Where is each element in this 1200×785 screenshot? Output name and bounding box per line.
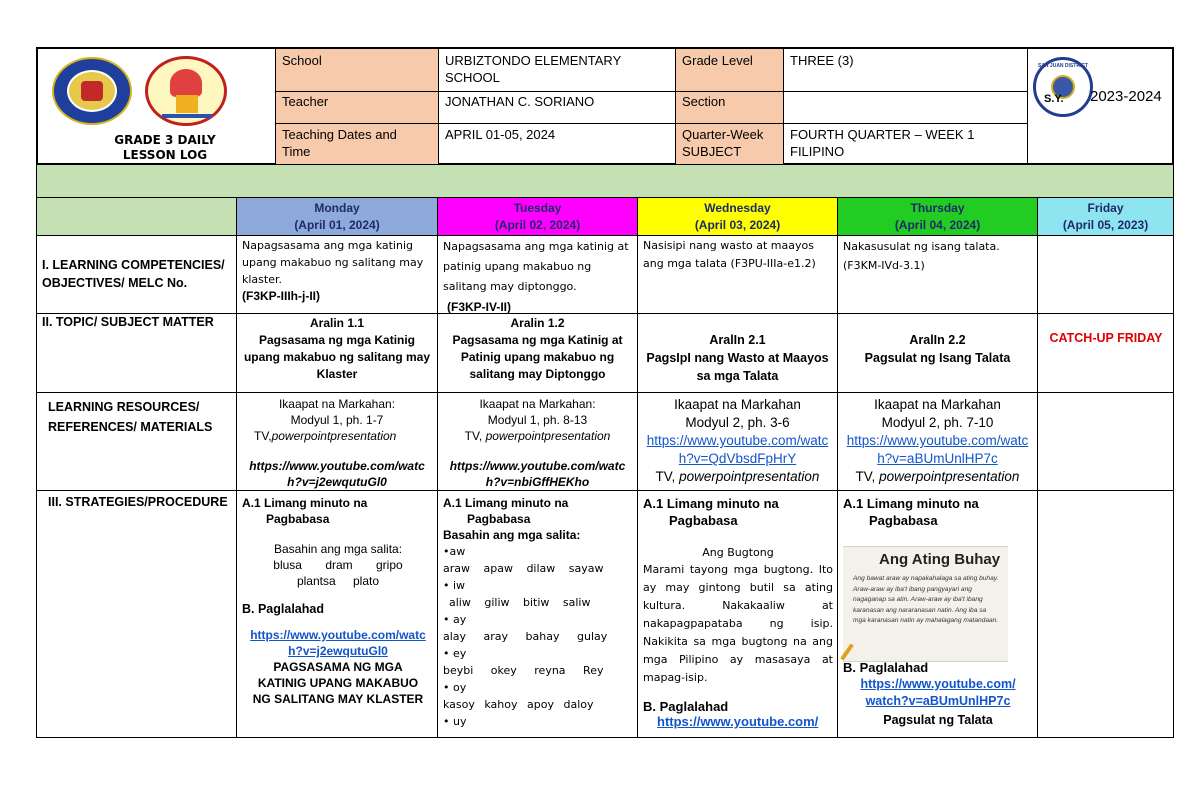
day-date: (April 01, 2024) [294,218,380,232]
competency-monday [242,237,434,305]
day-date: (April 05, 2023) [1062,218,1149,232]
topic-title: AralIn 2.1 [709,333,766,347]
resources-wednesday [641,396,834,486]
strategies-label: III. STRATEGIES/PROCEDURE [48,495,228,509]
day-header-friday [1038,198,1173,235]
strategies-wednesday [643,495,833,729]
teacher-value: JONATHAN C. SORIANO [445,94,595,109]
competency-text: Nasisipi nang wasto at maayos ang mga talata (F3PU-IIIa-e1.2) [643,239,816,270]
school-year: 2023-2024 [1090,88,1162,105]
section-value [786,91,1022,95]
day-name: Monday [314,201,360,215]
resource-media [240,428,434,444]
section-label: Section [682,94,726,109]
passage-text: Ang bawat araw ay napakahalaga sa ating buhay. Araw-araw ay iba't ibang pangyayari ang nagaganap sa atin. Araw-araw ay iba't ibang karanasan ang nararanasan natin. Ang iba sa mga karanasan natin ay mahalagang matandaan. [853,575,999,624]
resource-media-tv: TV, [254,429,272,443]
reading-passage-image [843,546,1008,662]
vowel-group: • ay [443,613,467,626]
resource-media-ppt: powerpointpresentation [271,429,397,443]
story-text: Marami tayong mga bugtong. Ito ay may gintong butil sa ating kultura. Nakakaaliw at nakapagpapataba ng isip. Nakikita sa mga bugtong na ang mga Pilipino ay masasaya at mapag-isip. [643,563,833,684]
strategies-monday [242,495,434,707]
topic-friday: CATCH-UP FRIDAY [1049,331,1163,345]
resources-tuesday [441,396,634,490]
day-name: Friday [1087,201,1124,215]
strategies-thursday-b [843,659,1033,730]
resource-media [641,468,834,486]
day-date: (April 04, 2024) [894,218,981,232]
resource-media-ppt: powerpointpresentation [485,429,611,443]
title-line-2: LESSON LOG [122,148,208,162]
strategy-heading-cont: Pagbabasa [467,512,531,526]
school-label: School [282,53,322,68]
quarter-label: Quarter-Week SUBJECT [682,127,764,159]
grade-label: Grade Level [682,53,753,68]
resources-thursday [841,396,1034,486]
passage-title: Ang Ating Buhay [879,551,1001,568]
day-header-thursday [838,198,1037,235]
strategy-heading-cont: Pagbabasa [669,513,738,528]
strategy-link[interactable]: https://www.youtube.com/watch?v=j2ewqutuGl0 [250,628,426,658]
day-name: Wednesday [704,201,771,215]
vowel-group: • ey [443,647,467,660]
story-title: Ang Bugtong [702,546,774,559]
competency-text: Napagsasama ang mga katinig at patinig upang makabuo ng salitang may diptonggo. [443,240,629,293]
day-header-monday [237,198,437,235]
resource-line: Modyul 1, ph. 8-13 [487,413,588,427]
resource-link[interactable]: https://www.youtube.com/watch?v=QdVbsdFpHrY [646,433,829,466]
vowel-group: • iw [443,579,466,592]
strategy-caption: Pagsulat ng Talata [883,713,993,727]
log-title [90,133,240,163]
dates-label: Teaching Dates and Time [282,127,397,159]
competency-code: (F3KP-IIIh-j-II) [242,289,320,303]
competency-thursday [843,237,1033,275]
topic-label: II. TOPIC/ SUBJECT MATTER [42,315,214,329]
resources-monday [240,396,434,490]
resource-line: Modyul 1, ph. 1-7 [290,413,384,427]
school-value: URBIZTONDO ELEMENTARY SCHOOL [445,53,622,85]
strategy-heading: A.1 Limang minuto na [843,496,979,511]
resource-link[interactable]: https://www.youtube.com/watch?v=j2ewqutuGl0 [249,459,425,489]
day-date: (April 02, 2024) [494,218,581,232]
competencies-label: I. LEARNING COMPETENCIES/ OBJECTIVES/ MELC No. [42,258,225,290]
teacher-label: Teacher [282,94,329,109]
competency-code: (F3KM-IVd-3.1) [843,259,925,272]
strategy-link[interactable]: https://www.youtube.com/ [657,714,819,729]
resource-media-ppt: powerpointpresentation [679,469,820,484]
strategy-words: plantsa plato [296,574,380,588]
vowel-words: kasoy kahoy apoy daloy [443,698,594,711]
resource-line: Modyul 2, ph. 3-6 [685,415,790,430]
competency-tuesday [443,237,633,317]
quarter-value: FOURTH QUARTER – WEEK 1 FILIPINO [790,127,975,159]
district-seal-text: SAN JUAN DISTRICT [1037,63,1088,69]
resource-line: Ikaapat na Markahan: [479,397,596,411]
resources-label-line2: REFERENCES/ MATERIALS [48,420,213,434]
topic-tuesday [441,315,634,383]
deped-seal-text [52,129,136,130]
day-header-tuesday [438,198,637,235]
day-header-wednesday [638,198,837,235]
topic-title: Aralin 1.2 [510,316,565,330]
deped-seal-icon [52,57,132,125]
day-name: Thursday [910,201,965,215]
dates-value: APRIL 01-05, 2024 [445,127,556,142]
topic-body: PagsIpI nang Wasto at Maayos sa mga Talata [646,351,829,383]
resource-media-ppt: powerpointpresentation [879,469,1020,484]
district-seal-icon [1033,57,1093,117]
competency-text: Nakasusulat ng isang talata. [843,240,1000,253]
topic-wednesday [641,331,834,385]
strategy-heading: A.1 Limang minuto na [443,496,569,510]
strategy-caption: PAGSASAMA NG MGA KATINIG UPANG MAKABUO NG SALITANG MAY KLASTER [252,660,424,706]
topic-title: Aralin 1.1 [309,316,365,330]
vowel-words: araw apaw dilaw sayaw [443,562,604,575]
resource-line: Ikaapat na Markahan [874,397,1001,412]
vowel-group: •aw [443,545,466,558]
strategy-words: blusa dram gripo [273,558,403,572]
strategy-heading-cont: Pagbabasa [869,513,938,528]
topic-body: Pagsasama ng mga Katinig at Patinig upang makabuo ng salitang may Diptonggo [452,333,623,381]
competency-text: Napagsasama ang mga katinig upang makabuo ng salitang may klaster. [242,239,424,286]
strategy-paglalahad: B. Paglalahad [242,602,324,616]
strategy-paglalahad: B. Paglalahad [843,660,929,675]
vowel-words: alay aray bahay gulay [443,630,608,643]
resources-label-line1: LEARNING RESOURCES/ [48,400,200,414]
topic-body: Pagsasama ng mga Katinig upang makabuo ng salitang may Klaster [243,333,431,381]
strategies-thursday [843,495,1033,529]
vowel-group: • uy [443,715,467,728]
strategy-link-cont[interactable]: watch?v=aBUmUnlHP7c [865,694,1011,708]
topic-monday [240,315,434,383]
resource-media-tv: TV, [855,469,876,484]
title-line-1: GRADE 3 DAILY [114,133,216,147]
topic-thursday [841,331,1034,367]
strategy-instruction: Basahin ang mga salita: [273,542,403,556]
day-date: (April 03, 2024) [694,218,781,232]
day-name: Tuesday [513,201,562,215]
competency-code: (F3KP-IV-II) [447,300,512,314]
resource-media [841,468,1034,486]
strategy-link[interactable]: https://www.youtube.com/ [860,677,1016,691]
strategy-paglalahad: B. Paglalahad [643,699,729,714]
green-band [36,165,1174,198]
vowel-words: aliw giliw bitiw saliw [449,596,591,609]
resource-media-tv: TV, [655,469,676,484]
resource-line: Modyul 2, ph. 7-10 [881,415,994,430]
resource-media [441,428,634,444]
resource-link[interactable]: https://www.youtube.com/watch?v=nbiGffHEKho [449,459,626,489]
strategies-tuesday [443,495,633,730]
strategy-instruction: Basahin ang mga salita: [443,528,581,542]
strategy-heading: A.1 Limang minuto na [643,496,779,511]
vowel-words: beybi okey reyna Rey [443,664,604,677]
resource-link[interactable]: https://www.youtube.com/watch?v=aBUmUnlHP7c [846,433,1029,466]
resource-line: Ikaapat na Markahan [674,397,801,412]
grade-value: THREE (3) [790,53,854,68]
school-seal-text [148,59,149,60]
resources-label [48,397,233,437]
row-label-header [37,198,236,235]
strategy-heading-cont: Pagbabasa [266,512,330,526]
resource-media-tv: TV, [464,429,483,443]
district-seal-sy: S.Y. [1044,93,1064,105]
school-seal-icon [145,56,227,126]
topic-body: Pagsulat ng Isang Talata [864,351,1011,365]
topic-title: AralIn 2.2 [909,333,966,347]
competency-wednesday [643,237,833,273]
resource-line: Ikaapat na Markahan: [278,397,396,411]
strategy-heading: A.1 Limang minuto na [242,496,368,510]
pencil-icon [840,643,854,660]
vowel-group: • oy [443,681,467,694]
